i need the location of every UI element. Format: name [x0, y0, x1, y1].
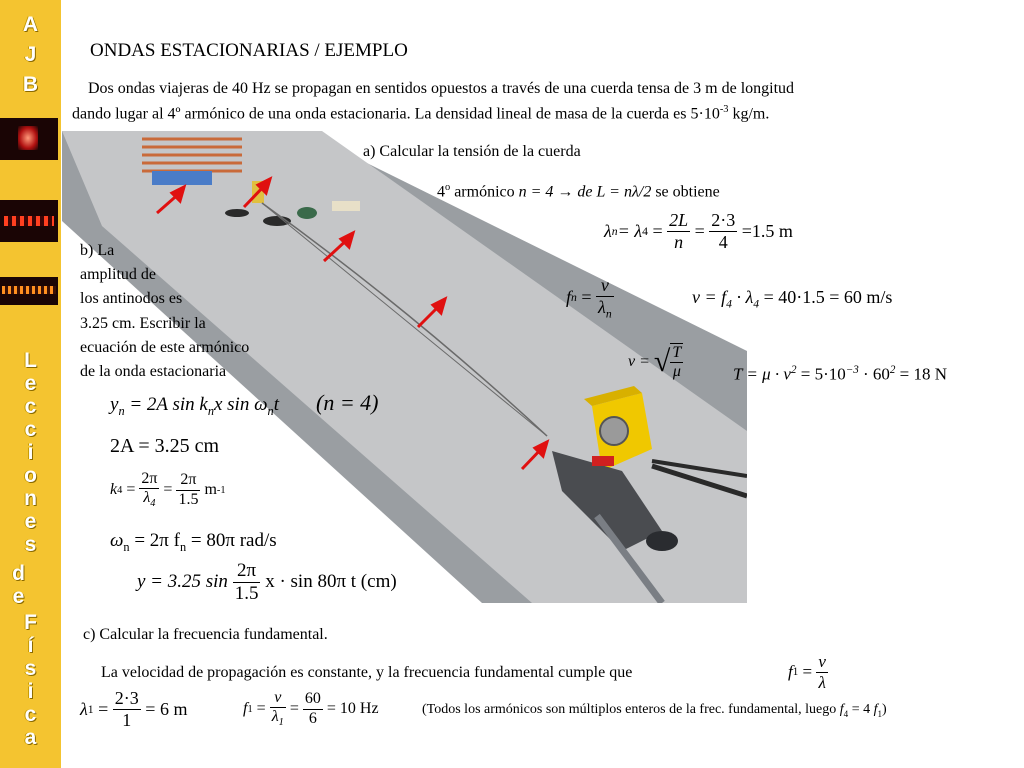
sidebar-letter: c [24, 418, 37, 441]
standing-wave-equation: $y_n = 2A$ $\sin k_nx$ $\sin \omega_nt$ [110, 394, 279, 418]
wavenumber-equation: k 4 = $\frac{2\pi}{\lambda_4}$ = $\frac{2\pi}{1.5}$ m -1 [110, 470, 226, 510]
harmonics-note: (Todos los armónicos son múltiplos enteros de la frec. fundamental, luego $f_4 = 4$ $f_1$) [422, 702, 887, 719]
intro-line-1: Dos ondas viajeras de 40 Hz se propagan en sentidos opuestos a través de una cuerda tensa de 3 m de longitud [88, 80, 795, 97]
thumbnail-image [0, 200, 58, 242]
final-wave-equation: y = 3.25 sin $\frac{2\pi}{1.5}$ x · sin 80π t (cm) [137, 560, 397, 604]
fundamental-frequency-formula: f 1 = $\frac{v}{\lambda}$ [788, 652, 826, 692]
question-b-line: los antinodos es [80, 290, 183, 307]
sidebar-letter: A [22, 13, 39, 36]
sidebar-letter: e [12, 585, 25, 608]
f1-calculation: f 1 = $\frac{v}{\lambda_1}$ = $\frac{60}{6}$ = 10 Hz [243, 689, 379, 729]
sidebar-letter: F [24, 611, 37, 634]
question-b-line: ecuación de este armónico [80, 339, 250, 356]
intro-line-2: dando lugar al 4º armónico de una onda estacionaria. La densidad lineal de masa de la cuerda es $5\cdot 10^{-3}$ kg/m. [72, 104, 770, 123]
angular-frequency-equation: $\omega_n = 2\pi$ $f_n = 80\pi$ rad/s [110, 530, 277, 554]
sidebar-letter: J [24, 43, 37, 66]
sidebar-letter: s [24, 657, 37, 680]
question-b-line: 3.25 cm. Escribir la [80, 315, 206, 332]
sidebar-letter: B [22, 73, 39, 96]
amplitude-equation: 2A = 3.25 cm [110, 435, 220, 457]
question-b-line: b) La [80, 242, 115, 259]
sidebar-letter: c [24, 395, 37, 418]
sidebar-letter: o [24, 464, 37, 487]
thumbnail-image [0, 118, 58, 160]
sidebar-letter: í [27, 634, 34, 657]
frequency-equation: f n = $\frac{v}{\lambda_n}$ [566, 275, 612, 321]
lambda-equation: λ n = λ 4 = $\frac{2L}{n}$ = $\frac{2\cdot 3}{4}$ =1.5 m [604, 210, 793, 252]
sidebar-letter: e [24, 372, 37, 395]
question-a: a) Calcular la tensión de la cuerda [363, 143, 581, 160]
fundamental-statement: La velocidad de propagación es constante, y la frecuencia fundamental cumple que [101, 664, 633, 681]
sidebar-letter: i [27, 441, 34, 464]
velocity-sqrt-equation: v = √ $\frac{T}{\mu}$ [628, 344, 682, 381]
sidebar-letter: a [24, 726, 37, 749]
question-b-line: amplitud de [80, 266, 156, 283]
sidebar-letter: s [24, 533, 37, 556]
harmonic-condition: (n = 4) [316, 390, 379, 415]
lambda1-equation: λ 1 = $\frac{2\cdot 3}{1}$ = 6 m [80, 688, 188, 730]
harmonic-statement: 4$^o$ armónico n = 4 → de L = nλ/2 se obtiene [437, 182, 720, 201]
sidebar-letter: d [12, 562, 25, 585]
sidebar-letter: n [24, 487, 37, 510]
velocity-equation: $v = f_4 \cdot \lambda_4 = 40\cdot 1.5 = 60$ m/s [692, 287, 893, 311]
sidebar-letter: c [24, 703, 37, 726]
tension-equation: $T = \mu \cdot v^2 = 5\cdot 10^{-3} \cdot 60^2 = 18$ N [733, 364, 948, 384]
page-title: ONDAS ESTACIONARIAS / EJEMPLO [90, 40, 408, 61]
question-c: c) Calcular la frecuencia fundamental. [83, 626, 328, 643]
thumbnail-image [0, 277, 58, 305]
sidebar [0, 0, 61, 768]
sidebar-letter: e [24, 510, 37, 533]
sidebar-letter: i [27, 680, 34, 703]
question-b-line: de la onda estacionaria [80, 363, 227, 380]
sidebar-letter: L [24, 349, 37, 372]
